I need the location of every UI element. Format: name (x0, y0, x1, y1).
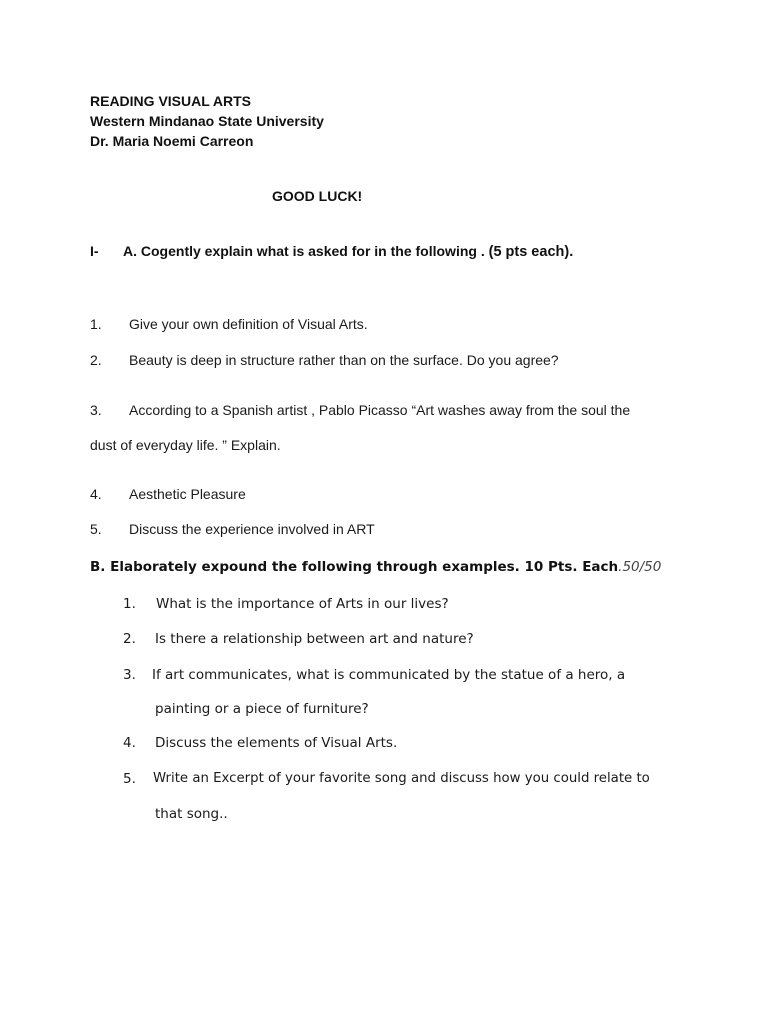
university-name: Western Mindanao State University (90, 113, 324, 129)
section-a-item-1-num: 1. (90, 316, 102, 332)
section-a-item-3-num: 3. (90, 402, 102, 418)
section-a-roman: I- (90, 243, 99, 259)
section-a-item-2-num: 2. (90, 352, 102, 368)
section-b-item-2-num: 2. (123, 631, 136, 647)
section-b-item-2: Is there a relationship between art and nature? (155, 631, 474, 647)
section-b-item-5-continued: that song.. (155, 806, 228, 822)
section-a-points: (5 pts each). (488, 244, 574, 260)
section-b-item-1: What is the importance of Arts in our lives? (156, 596, 449, 612)
section-b-score: .50/50 (618, 559, 662, 575)
section-a-item-5-num: 5. (90, 521, 102, 537)
instructor-name: Dr. Maria Noemi Carreon (90, 133, 254, 149)
section-a-heading-text: A. Cogently explain what is asked for in the following . (123, 243, 489, 259)
section-a-heading (123, 243, 573, 260)
section-b-heading-text: B. Elaborately expound the following through examples. 10 Pts. Each (90, 559, 619, 575)
section-a-item-1: Give your own definition of Visual Arts. (129, 316, 368, 332)
section-b-item-5-num: 5. (123, 771, 136, 787)
section-a-item-3: According to a Spanish artist , Pablo Picasso “Art washes away from the soul the (129, 402, 631, 418)
section-b-heading (90, 559, 661, 575)
section-a-item-5: Discuss the experience involved in ART (129, 521, 375, 537)
section-a-item-3-continued: dust of everyday life. ” Explain. (90, 437, 281, 453)
section-b-item-3: If art communicates, what is communicated by the statue of a hero, a (152, 667, 626, 683)
section-b-item-5: Write an Excerpt of your favorite song and discuss how you could relate to (153, 771, 650, 786)
section-a-item-2: Beauty is deep in structure rather than on the surface. Do you agree? (129, 352, 559, 368)
course-title: READING VISUAL ARTS (90, 93, 252, 109)
section-a-item-4: Aesthetic Pleasure (129, 486, 246, 502)
section-b-item-3-continued: painting or a piece of furniture? (155, 701, 369, 717)
greeting: GOOD LUCK! (272, 188, 363, 204)
section-a-item-4-num: 4. (90, 486, 102, 502)
section-b-item-1-num: 1. (123, 596, 136, 612)
section-b-item-4: Discuss the elements of Visual Arts. (155, 735, 398, 751)
section-b-item-3-num: 3. (123, 667, 136, 683)
section-b-item-4-num: 4. (123, 735, 136, 751)
